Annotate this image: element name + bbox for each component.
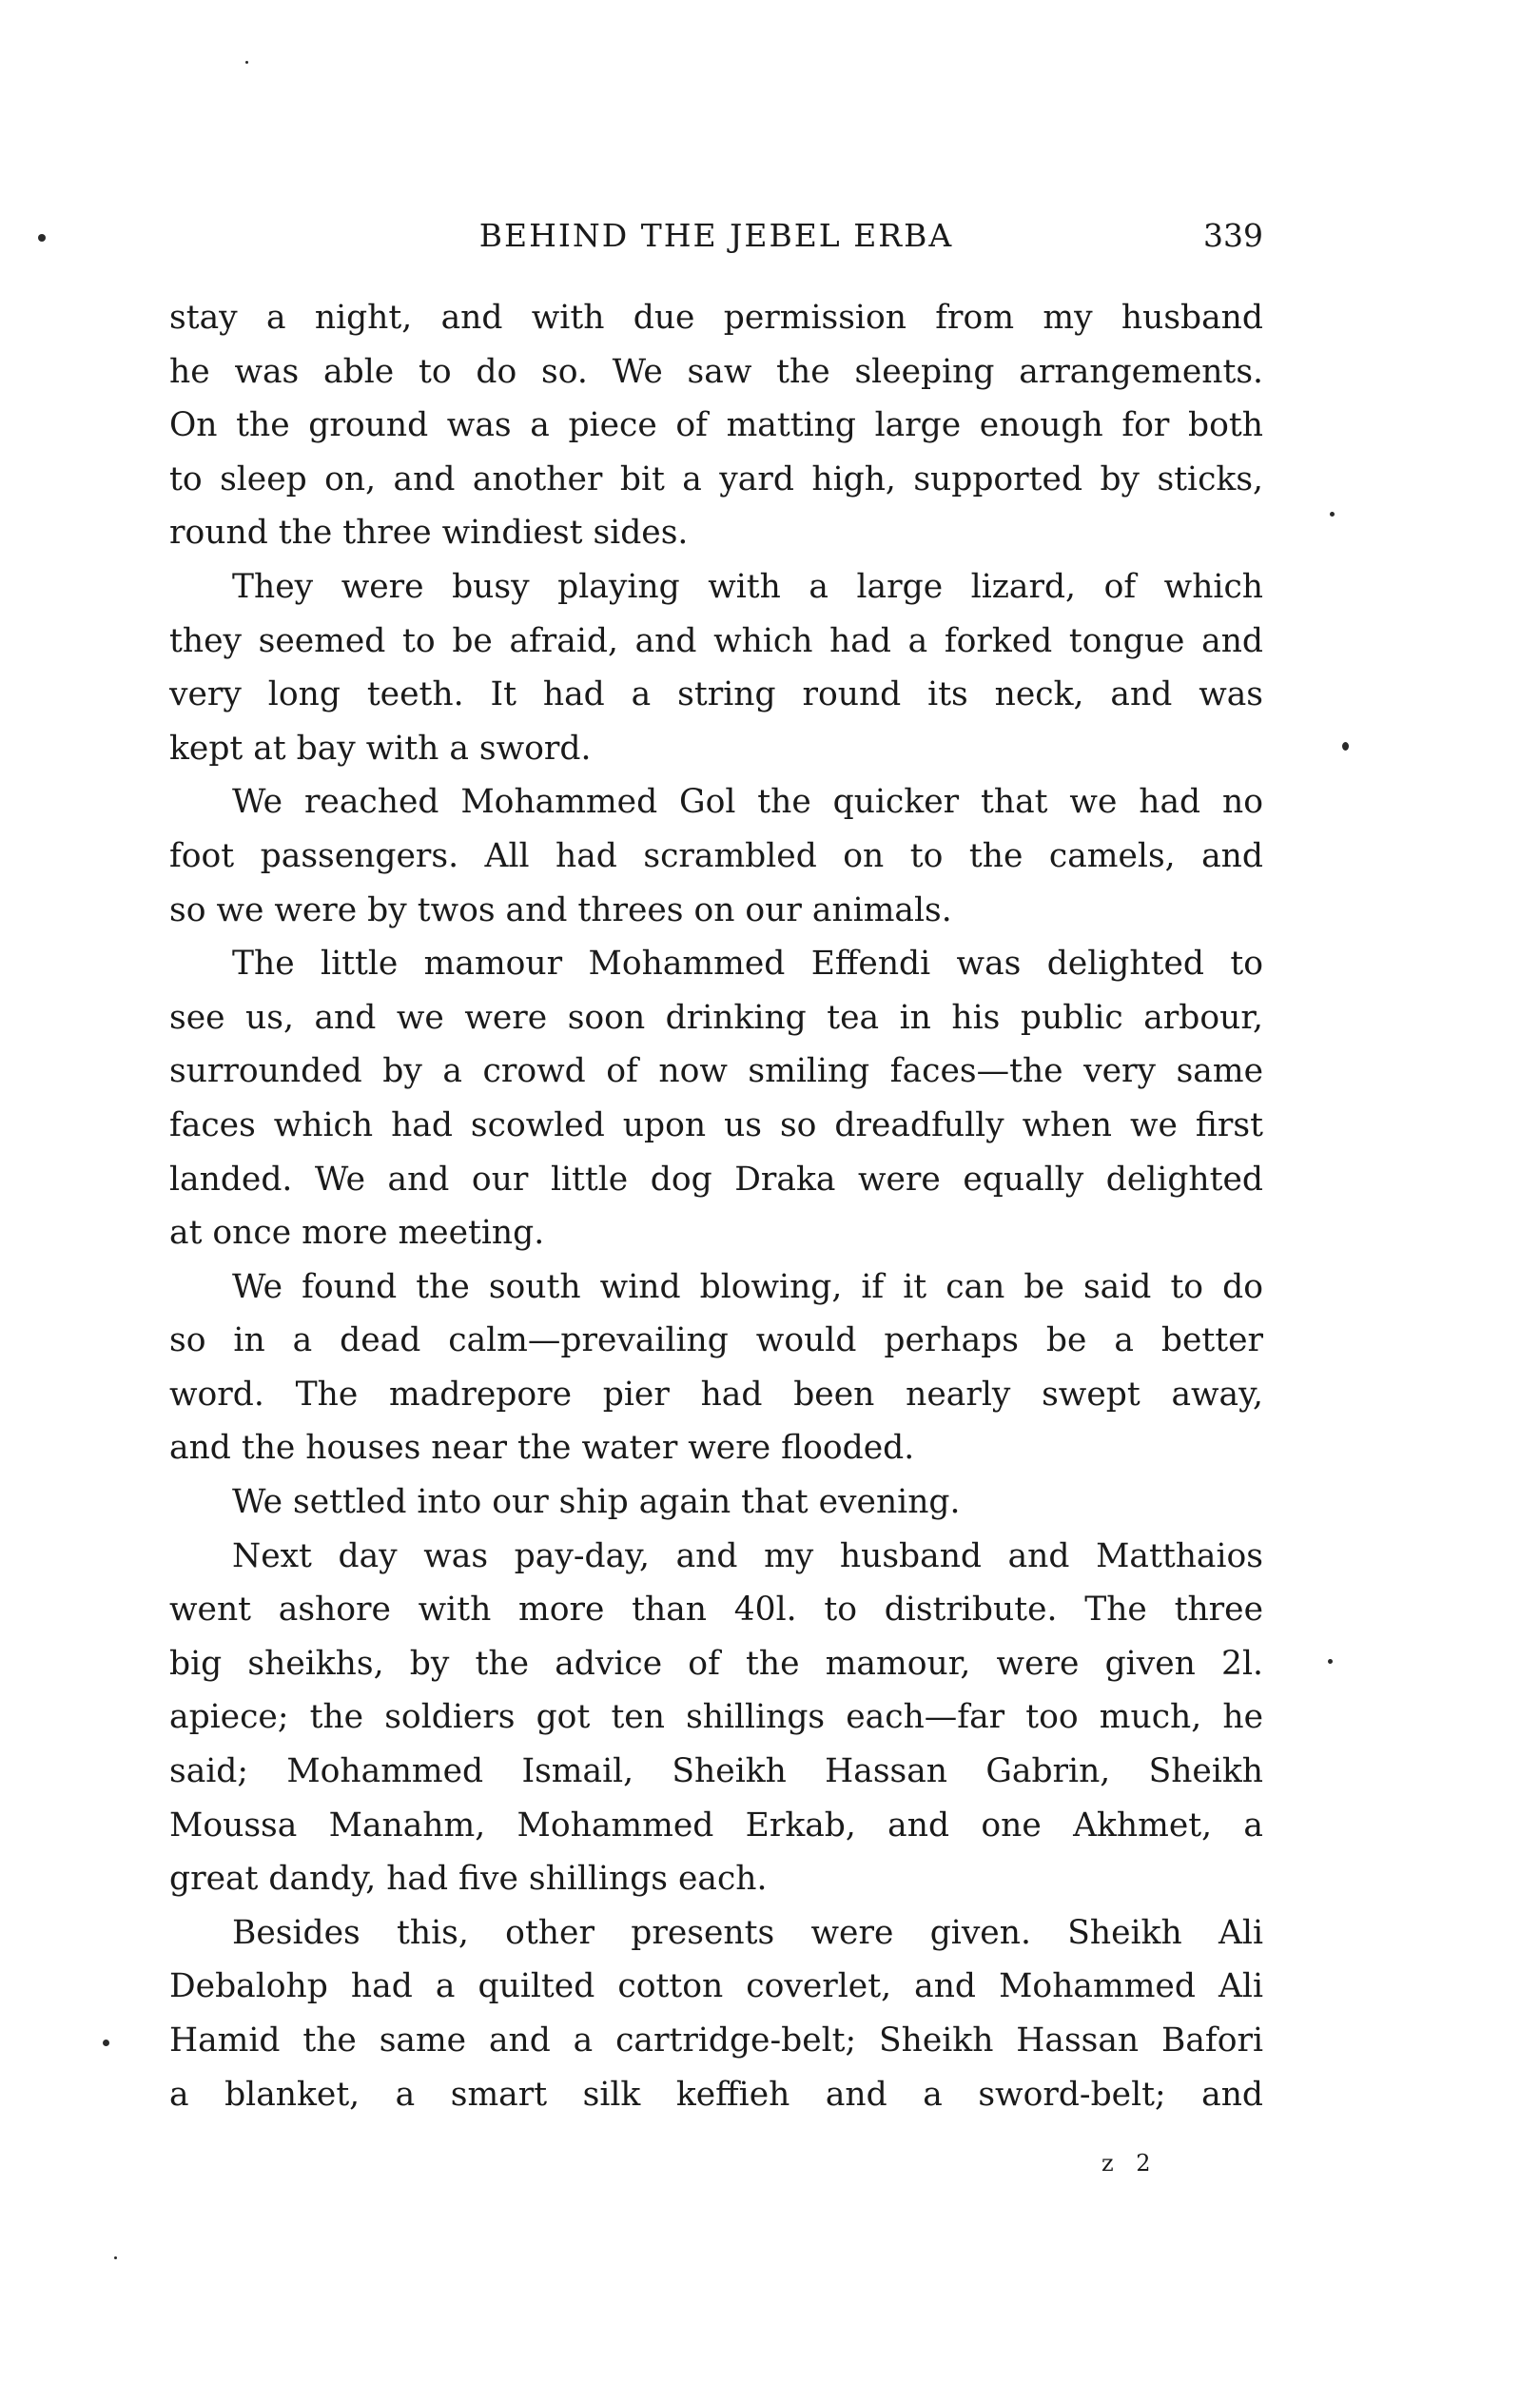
- text-line: big sheikhs, by the advice of the mamour, were given 2l.: [169, 1644, 1263, 1683]
- paragraph-start: We settled into our ship again that evening.: [232, 1483, 961, 1522]
- paragraph-start: We found the south wind blowing, if it can be said to do: [232, 1267, 1263, 1306]
- text-line: said; Mohammed Ismail, Sheikh Hassan Gabrin, Sheikh: [169, 1752, 1263, 1791]
- signature-mark: z 2: [1101, 2150, 1159, 2177]
- text-line: they seemed to be afraid, and which had a forked tongue and: [169, 621, 1263, 660]
- text-line: great dandy, had five shillings each.: [169, 1860, 768, 1899]
- text-line: round the three windiest sides.: [169, 514, 689, 553]
- text-line: Debalohp had a quilted cotton coverlet, and Mohammed Ali: [169, 1967, 1263, 2006]
- text-line: so we were by twos and threes on our animals.: [169, 890, 952, 929]
- text-line: to sleep on, and another bit a yard high, supported by sticks,: [169, 459, 1263, 498]
- text-line: foot passengers. All had scrambled on to the camels, and: [169, 836, 1263, 875]
- text-line: On the ground was a piece of matting large enough for both: [169, 406, 1263, 445]
- running-title: BEHIND THE JEBEL ERBA: [478, 217, 954, 254]
- body-text: [169, 291, 1263, 2121]
- ink-speck: [1330, 512, 1335, 517]
- text-line: stay a night, and with due permission from my husband: [169, 299, 1263, 337]
- paragraph-start: We reached Mohammed Gol the quicker that we had no: [232, 783, 1263, 822]
- running-head: [169, 217, 1263, 268]
- text-line: kept at bay with a sword.: [169, 729, 592, 768]
- text-line: landed. We and our little dog Draka were equally delighted: [169, 1160, 1263, 1199]
- text-line: went ashore with more than 40l. to distribute. The three: [169, 1591, 1263, 1630]
- text-line: Hamid the same and a cartridge-belt; Sheikh Hassan Bafori: [169, 2021, 1263, 2060]
- text-line: apiece; the soldiers got ten shillings each—far too much, he: [169, 1698, 1263, 1737]
- paragraph-start: Besides this, other presents were given. Sheikh Ali: [232, 1913, 1263, 1952]
- paragraph-start: They were busy playing with a large lizard, of which: [232, 567, 1263, 606]
- text-line: faces which had scowled upon us so dreadfully when we first: [169, 1105, 1263, 1144]
- paragraph-start: Next day was pay-day, and my husband and Matthaios: [232, 1536, 1263, 1575]
- text-line: Moussa Manahm, Mohammed Erkab, and one Akhmet, a: [169, 1806, 1263, 1845]
- text-line: and the houses near the water were flooded.: [169, 1429, 915, 1468]
- ink-speck: [1342, 742, 1349, 751]
- paragraph-start: The little mamour Mohammed Effendi was delighted to: [232, 945, 1263, 984]
- text-line: at once more meeting.: [169, 1214, 545, 1253]
- ink-speck: [38, 234, 46, 242]
- text-line: a blanket, a smart silk keffieh and a sword-belt; and: [169, 2075, 1263, 2114]
- text-line: very long teeth. It had a string round its neck, and was: [169, 675, 1263, 714]
- text-line: he was able to do so. We saw the sleeping arrangements.: [169, 352, 1263, 391]
- text-line: surrounded by a crowd of now smiling faces—the very same: [169, 1052, 1263, 1091]
- page-number: 339: [1203, 217, 1263, 254]
- ink-speck: [1328, 1659, 1333, 1664]
- text-line: so in a dead calm—prevailing would perhaps be a better: [169, 1321, 1263, 1360]
- ink-speck: [245, 61, 248, 64]
- ink-speck: [114, 2256, 117, 2259]
- text-line: word. The madrepore pier had been nearly swept away,: [169, 1375, 1263, 1414]
- text-line: see us, and we were soon drinking tea in his public arbour,: [169, 998, 1263, 1037]
- ink-speck: [103, 2040, 109, 2046]
